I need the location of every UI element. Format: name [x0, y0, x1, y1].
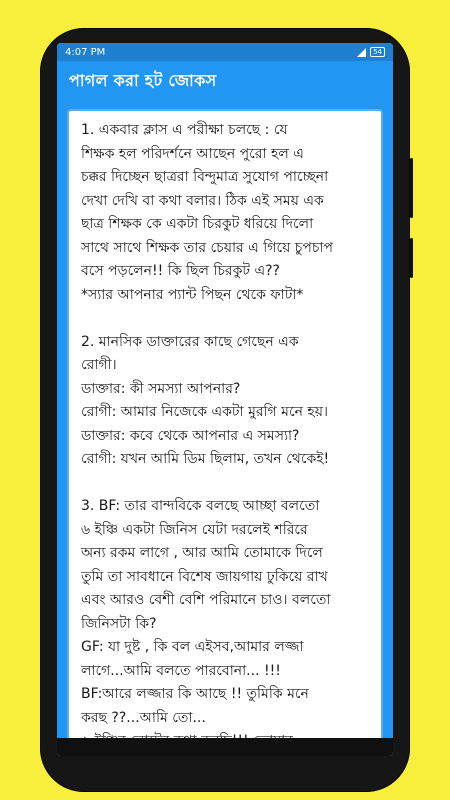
- joke-line: জিনিসটা কি?: [81, 615, 157, 632]
- joke-line: 3. BF: তার বান্দবিকে বলছে আচ্ছা বলতো: [81, 498, 320, 514]
- joke-line: তুমি তা সাবধানে বিশেষ জায়গায় ঢুকিয়ে রাখ: [81, 568, 328, 585]
- joke-line: অন্য রকম লাগে , আর আমি তোমাকে দিলে: [81, 545, 323, 561]
- joke-line: সাথে সাথে শিক্ষক তার চেয়ার এ গিয়ে চুপচাপ: [81, 239, 333, 256]
- joke-line: রোগী।: [81, 357, 117, 373]
- joke-line: ডাক্তার: কী সমস্যা আপনার?: [81, 380, 241, 397]
- power-button: [410, 238, 413, 278]
- phone-frame: [40, 28, 410, 792]
- signal-icon: [357, 48, 366, 57]
- navigation-bar: [57, 738, 393, 756]
- joke-item: [81, 331, 373, 472]
- joke-line: রোগী: যখন আমি ডিম ছিলাম, তখন থেকেই!: [81, 451, 330, 467]
- joke-line: ৬ ইঞ্চি একটা জিনিস যেটা দরলেই শরিরে: [81, 521, 308, 538]
- status-time: 4:07 PM: [65, 46, 106, 58]
- joke-line: 1. একবার ক্লাস এ পরীক্ষা চলছে : যে: [81, 122, 288, 138]
- joke-line: দেখা দেখি বা কথা বলার। ঠিক এই সময় এক: [81, 192, 324, 209]
- joke-line: *স্যার আপনার প্যান্ট পিছন থেকে ফাটা*: [81, 286, 304, 303]
- content-area: [57, 101, 393, 756]
- status-icons: [357, 47, 385, 57]
- joke-line: BF:আরে লজ্জার কি আছে !! তুমিকি মনে: [81, 686, 309, 702]
- volume-button: [410, 158, 413, 218]
- joke-line: বসে পড়লেন!! কি ছিল চিরকুট এ??: [81, 263, 280, 279]
- jokes-text: [69, 111, 381, 754]
- battery-level: 54: [373, 48, 382, 56]
- joke-line: GF: যা দুষ্ট , কি বল এইসব,আমার লজ্জা: [81, 639, 304, 655]
- app-title: পাগল করা হট জোকস: [69, 70, 217, 90]
- jokes-card[interactable]: [67, 109, 383, 756]
- status-bar: [57, 43, 393, 61]
- joke-line: 2. মানসিক ডাক্তারের কাছে গেছেন এক: [81, 333, 299, 350]
- joke-line: এবং আরও বেশী বেশি পরিমানে চাও। বলতো: [81, 592, 331, 608]
- joke-line: ছাত্র শিক্ষক কে একটা চিরকুট ধরিয়ে দিলো: [81, 216, 314, 232]
- joke-line: শিক্ষক হল পরিদর্শনে আছেন পুরো হল এ: [81, 145, 304, 162]
- joke-line: চক্কর দিচ্ছেন ছাত্ররা বিন্দুমাত্র সুযোগ পাচ্ছেনা: [81, 169, 329, 185]
- joke-line: লাগে...আমি বলতে পারবোনা... !!!: [81, 662, 281, 679]
- joke-line: করছ ??...আমি তো...: [81, 709, 206, 726]
- battery-icon: [370, 47, 385, 57]
- screen: [57, 43, 393, 756]
- app-bar: [57, 61, 393, 101]
- joke-line: ডাক্তার: কবে থেকে আপনার এ সমস্যা?: [81, 427, 300, 444]
- joke-line: রোগী: আমার নিজেকে একটা মুরগি মনে হয়।: [81, 404, 328, 420]
- joke-item: [81, 495, 373, 754]
- joke-item: [81, 119, 373, 307]
